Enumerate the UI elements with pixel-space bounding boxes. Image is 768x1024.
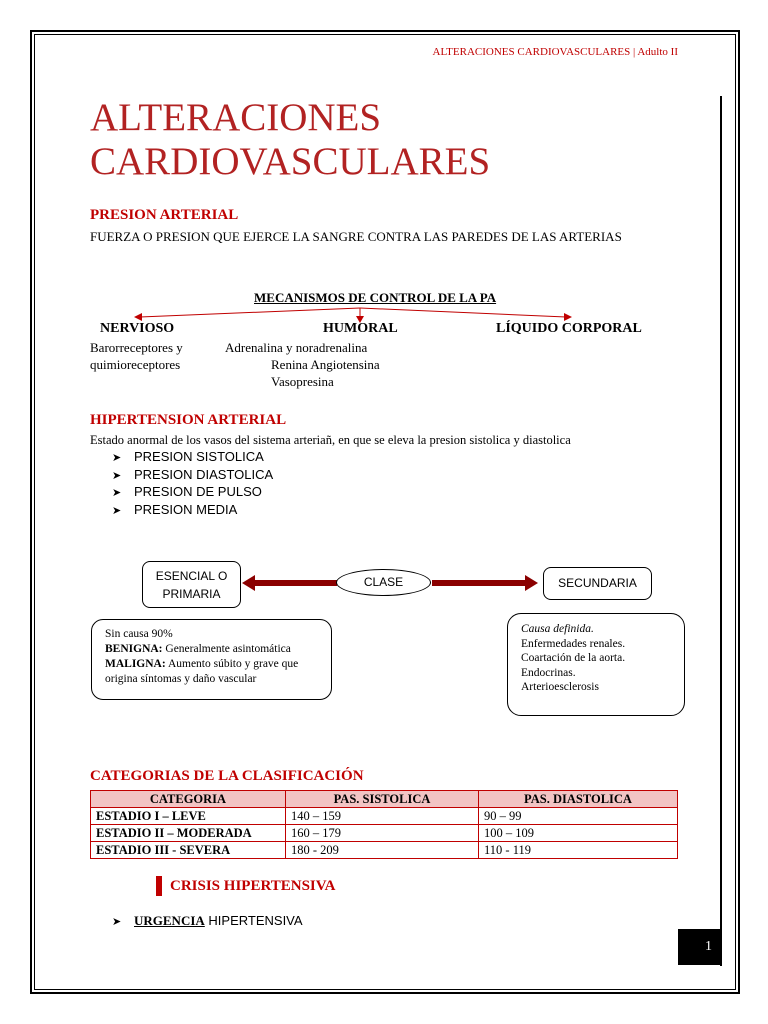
benigna-label: BENIGNA: — [105, 643, 163, 655]
secundaria-detail-box — [507, 613, 685, 716]
humoral-line-2: Renina Angiotensina — [271, 357, 380, 372]
urgencia-label: URGENCIA — [134, 913, 205, 928]
table-cell-diastolica: 110 - 119 — [479, 842, 678, 859]
table-row — [91, 808, 678, 825]
arrow-bullet-icon: ➤ — [112, 487, 122, 499]
humoral-line-3: Vasopresina — [271, 374, 334, 389]
list-item-text: PRESION DIASTOLICA — [134, 466, 274, 482]
table-row — [91, 825, 678, 842]
arrow-bullet-icon: ➤ — [112, 504, 122, 517]
hipertension-heading: HIPERTENSION ARTERIAL — [90, 412, 287, 428]
esencial-detail-line-1: Sin causa 90% — [105, 628, 173, 640]
nervioso-label: NERVIOSO — [100, 321, 175, 336]
esencial-detail-box — [91, 619, 332, 700]
title-line-1: ALTERACIONES — [90, 96, 382, 139]
table-cell-sistolica: 140 – 159 — [286, 808, 479, 825]
maligna-label: MALIGNA: — [105, 658, 166, 670]
column-header-categoria: CATEGORIA — [91, 791, 286, 808]
list-item-text: PRESION DE PULSO — [134, 484, 262, 499]
esencial-detail-line-4: origina síntomas y daño vascular — [105, 673, 257, 685]
esencial-line-2: PRIMARIA — [162, 587, 221, 601]
table-cell-diastolica: 100 – 109 — [479, 825, 678, 842]
table-cell-sistolica: 180 - 209 — [286, 842, 479, 859]
secundaria-detail-line-5: Arterioesclerosis — [521, 681, 599, 693]
header-suffix: Adulto II — [637, 46, 678, 58]
secundaria-detail-line-3: Coartación de la aorta. — [521, 652, 626, 664]
mecanismos-title: MECANISMOS DE CONTROL DE LA PA — [254, 290, 497, 305]
table-cell-diastolica: 90 – 99 — [479, 808, 678, 825]
liquido-corporal-label: LÍQUIDO CORPORAL — [496, 321, 642, 336]
secundaria-detail-line-2: Enfermedades renales. — [521, 637, 626, 650]
title-line-2: CARDIOVASCULARES — [90, 140, 491, 183]
presion-arterial-heading: PRESION ARTERIAL — [90, 207, 239, 223]
arrow-bullet-icon: ➤ — [112, 916, 122, 928]
arrow-bullet-icon: ➤ — [112, 469, 122, 482]
table-cell-sistolica: 160 – 179 — [286, 825, 479, 842]
secundaria-box: SECUNDARIA — [543, 567, 652, 600]
crisis-list-item — [112, 913, 303, 929]
nervioso-line-1: Barorreceptores y — [90, 340, 183, 355]
table-row — [91, 842, 678, 859]
clasificacion-table — [90, 790, 678, 859]
column-header-diastolica: PAS. DIASTOLICA — [479, 791, 678, 808]
header-text: ALTERACIONES CARDIOVASCULARES | — [432, 46, 638, 58]
maligna-text: Aumento súbito y grave que — [165, 658, 299, 670]
clase-ellipse: CLASE — [336, 569, 431, 596]
list-item-text: PRESION MEDIA — [134, 501, 238, 517]
presion-arterial-definition: FUERZA O PRESION QUE EJERCE LA SANGRE CONTRA LAS PAREDES DE LAS ARTERIAS — [90, 229, 622, 244]
esencial-primaria-box — [142, 561, 241, 608]
crisis-hipertensiva-heading: CRISIS HIPERTENSIVA — [156, 876, 336, 896]
table-cell-categoria: ESTADIO I – LEVE — [91, 808, 286, 825]
arrow-bullet-icon: ➤ — [112, 452, 122, 464]
table-cell-categoria: ESTADIO III - SEVERA — [91, 842, 286, 859]
column-header-sistolica: PAS. SISTOLICA — [286, 791, 479, 808]
page-number: 1 — [678, 929, 721, 965]
secundaria-detail-line-1: Causa definida. — [521, 623, 594, 635]
table-header-row — [91, 791, 678, 808]
nervioso-line-2: quimioreceptores — [90, 357, 181, 372]
hipertension-definition: Estado anormal de los vasos del sistema arteriañ, en que se eleva la presion sistolica y diastolica — [90, 433, 571, 447]
urgencia-rest: HIPERTENSIVA — [204, 913, 303, 928]
benigna-text: Generalmente asintomática — [162, 643, 291, 655]
secundaria-detail-line-4: Endocrinas. — [521, 666, 576, 679]
humoral-line-1: Adrenalina y noradrenalina — [225, 340, 368, 355]
esencial-line-1: ESENCIAL O — [155, 569, 228, 583]
list-item-text: PRESION SISTOLICA — [134, 449, 264, 464]
humoral-label: HUMORAL — [323, 321, 398, 336]
categorias-heading: CATEGORIAS DE LA CLASIFICACIÓN — [90, 768, 364, 784]
table-cell-categoria: ESTADIO II – MODERADA — [91, 825, 286, 842]
